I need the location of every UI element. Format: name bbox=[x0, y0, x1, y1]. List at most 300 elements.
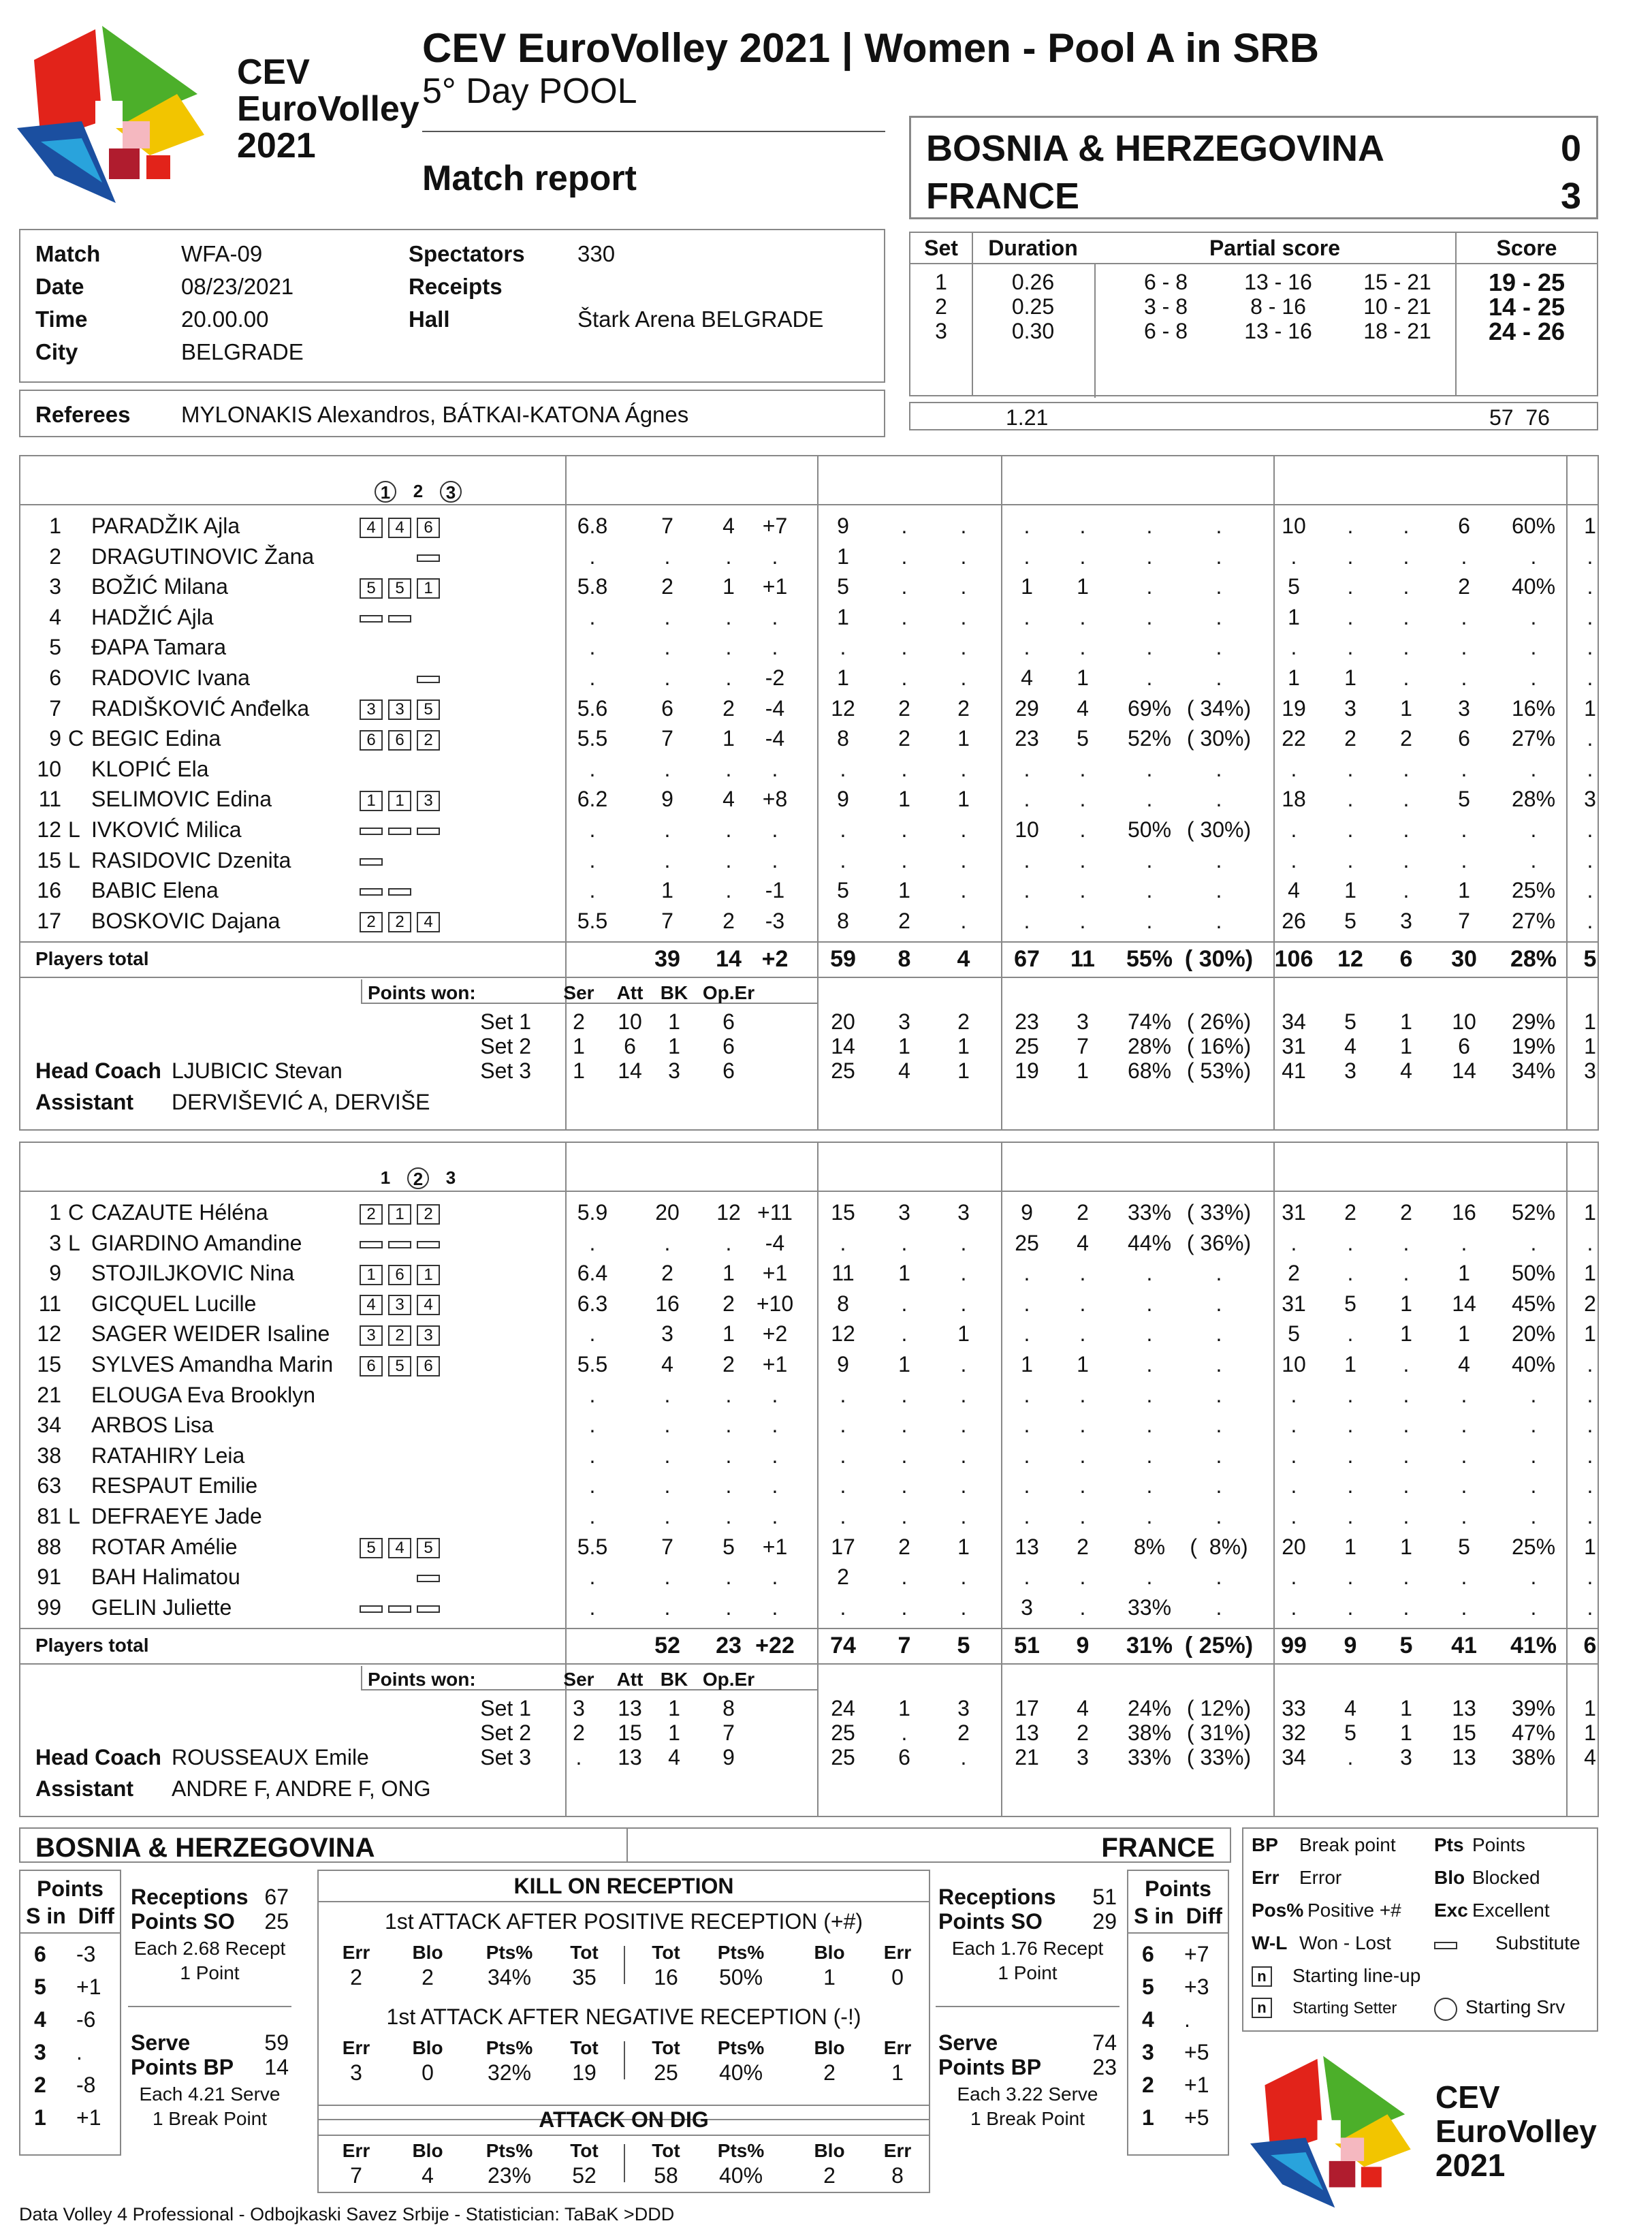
stat-rexc: . bbox=[1216, 665, 1222, 690]
stat-stot: . bbox=[840, 1413, 846, 1438]
legend-key: BP bbox=[1252, 1834, 1278, 1855]
kill-header: Err bbox=[342, 2037, 370, 2058]
player-name: KLOPIĆ Ela bbox=[91, 756, 209, 781]
stat-spts: . bbox=[960, 1352, 967, 1376]
diff-value: +1 bbox=[1184, 2073, 1209, 2097]
stat-vote: . bbox=[589, 635, 596, 660]
diff-value: -3 bbox=[76, 1942, 96, 1966]
stat-apts: 1 bbox=[1458, 878, 1470, 903]
dig-value: 58 bbox=[654, 2163, 678, 2188]
stat-apts: 2 bbox=[1458, 574, 1470, 599]
player-row bbox=[20, 571, 1598, 602]
set-row-stat: 33% bbox=[1127, 1745, 1172, 1770]
stat-tot: 7 bbox=[661, 908, 673, 933]
stat-rerr: 2 bbox=[1077, 1200, 1089, 1225]
stat-aerr: . bbox=[1347, 635, 1354, 660]
stat-atot: . bbox=[1290, 635, 1297, 660]
sets-box bbox=[909, 232, 1598, 396]
stat-aerr: 5 bbox=[1344, 908, 1356, 933]
stat-rerr: . bbox=[1079, 817, 1086, 842]
stat-atot: . bbox=[1290, 1473, 1297, 1498]
diff-set: 2 bbox=[1142, 2073, 1154, 2097]
hall-label: Hall bbox=[409, 306, 450, 332]
player-row bbox=[20, 1258, 1598, 1289]
set-cell: 0.30 bbox=[1011, 319, 1055, 343]
serve-point: 1 Break Point bbox=[970, 2108, 1085, 2129]
set-row-stat: 1 bbox=[1584, 1034, 1596, 1059]
set-row-stat: 1 bbox=[1400, 1034, 1412, 1059]
set-row-stat: 19% bbox=[1511, 1034, 1556, 1059]
set-row-stat: 13 bbox=[1452, 1745, 1476, 1770]
player-number: 5 bbox=[49, 635, 61, 660]
substitute-icon bbox=[388, 828, 411, 835]
rec-label: Points BP bbox=[131, 2055, 234, 2079]
total-ablo: 5 bbox=[1399, 1633, 1413, 1659]
set-row-pw: 1 bbox=[573, 1058, 585, 1084]
player-number: 11 bbox=[38, 1291, 61, 1316]
stat-rpos: . bbox=[1146, 604, 1153, 629]
points-won-header: Op.Er bbox=[702, 1669, 755, 1690]
stat-bk: . bbox=[1587, 665, 1593, 690]
set-row-stat: 38% bbox=[1511, 1745, 1556, 1770]
stat-stot: . bbox=[840, 1382, 846, 1407]
stat-wl: +1 bbox=[762, 1352, 788, 1376]
stat-aerr: . bbox=[1347, 1382, 1354, 1407]
stat-apct: . bbox=[1530, 1413, 1537, 1438]
player-number: 6 bbox=[49, 665, 61, 690]
stat-ablo: . bbox=[1403, 756, 1410, 781]
stat-bp: . bbox=[725, 544, 732, 569]
stat-bp: . bbox=[725, 756, 732, 781]
player-name: BEGIC Edina bbox=[91, 726, 221, 751]
stat-apct: 25% bbox=[1511, 878, 1556, 903]
starting-position: 3 bbox=[388, 1295, 411, 1315]
stat-rerr: . bbox=[1079, 1443, 1086, 1468]
set-cell: 3 bbox=[935, 319, 947, 343]
diff-set: 6 bbox=[1142, 1942, 1154, 1966]
stat-apct: . bbox=[1530, 1382, 1537, 1407]
stat-vote: 5.8 bbox=[577, 574, 608, 599]
set-row-stat: 3 bbox=[1400, 1745, 1412, 1770]
stat-tot: 9 bbox=[661, 787, 673, 812]
total-rexc: ( 25%) bbox=[1184, 1633, 1254, 1659]
kill-header: Blo bbox=[412, 2037, 443, 2058]
stat-atot: . bbox=[1290, 1564, 1297, 1590]
stat-vote: 5.5 bbox=[577, 908, 608, 933]
stat-apts: 5 bbox=[1458, 787, 1470, 812]
stat-bp: . bbox=[725, 1564, 732, 1590]
stat-aerr: . bbox=[1347, 1594, 1354, 1620]
stat-ablo: . bbox=[1403, 1564, 1410, 1590]
stat-rexc: . bbox=[1216, 514, 1222, 538]
stat-tot: 7 bbox=[661, 726, 673, 751]
player-row bbox=[20, 723, 1598, 754]
title-divider bbox=[422, 131, 885, 132]
stat-rerr: . bbox=[1079, 1504, 1086, 1528]
diff-value: . bbox=[1184, 2007, 1190, 2032]
total-wl: +2 bbox=[761, 946, 789, 973]
spectators-label: Spectators bbox=[409, 241, 525, 266]
stat-serr: 2 bbox=[898, 1534, 910, 1559]
stat-bk: 1 bbox=[1584, 1321, 1596, 1347]
stat-stot: 2 bbox=[837, 1564, 849, 1590]
player-row bbox=[20, 1532, 1598, 1562]
set-row-stat: 21 bbox=[1015, 1745, 1039, 1770]
stat-rtot: . bbox=[1023, 1564, 1030, 1590]
date-label: Date bbox=[35, 274, 84, 299]
set-row-stat: 1 bbox=[957, 1034, 970, 1059]
stat-rexc: ( 30%) bbox=[1186, 817, 1252, 842]
stat-vote: . bbox=[589, 1473, 596, 1498]
stat-bk: . bbox=[1587, 1564, 1593, 1590]
stat-tot: 4 bbox=[661, 1352, 673, 1376]
player-row bbox=[20, 602, 1598, 633]
stat-serr: . bbox=[901, 604, 908, 629]
player-role: C bbox=[68, 726, 84, 751]
rec-each: Each 2.68 Recept bbox=[133, 1938, 286, 1959]
kill-value: 2 bbox=[422, 1965, 434, 1989]
starting-position: 4 bbox=[417, 1295, 440, 1315]
player-sets bbox=[360, 1441, 445, 1470]
stat-aerr: 1 bbox=[1344, 665, 1356, 690]
stat-rpos: . bbox=[1146, 1564, 1153, 1590]
stat-serr: 3 bbox=[898, 1200, 910, 1225]
stat-bk: . bbox=[1587, 1594, 1593, 1620]
stat-serr: . bbox=[901, 1504, 908, 1528]
stat-rpos: . bbox=[1146, 1261, 1153, 1286]
stat-rpos: 33% bbox=[1127, 1200, 1172, 1225]
stat-serr: . bbox=[901, 1594, 908, 1620]
stat-atot: . bbox=[1290, 544, 1297, 569]
stat-rexc: ( 8%) bbox=[1190, 1534, 1248, 1559]
referees-label: Referees bbox=[35, 402, 131, 427]
player-sets bbox=[360, 1380, 445, 1410]
player-sets bbox=[360, 1470, 445, 1500]
stat-wl: . bbox=[772, 1443, 778, 1468]
stat-aerr: 5 bbox=[1344, 1291, 1356, 1316]
substitute-icon bbox=[417, 1241, 440, 1248]
stat-vote: 6.8 bbox=[577, 514, 608, 538]
stat-atot: 1 bbox=[1288, 604, 1300, 629]
legend-desc: Break point bbox=[1299, 1834, 1396, 1855]
stat-wl: -2 bbox=[765, 665, 785, 690]
set-row-stat: 24% bbox=[1127, 1696, 1172, 1721]
stat-stot: 12 bbox=[831, 1321, 855, 1347]
set-row-stat: 4 bbox=[1400, 1058, 1412, 1084]
stat-rexc: . bbox=[1216, 1352, 1222, 1376]
city-value: BELGRADE bbox=[181, 339, 304, 364]
set-row-label: Set 2 bbox=[480, 1034, 531, 1059]
player-row bbox=[20, 511, 1598, 541]
stat-rtot: . bbox=[1023, 1382, 1030, 1407]
stat-rexc: ( 36%) bbox=[1186, 1230, 1252, 1255]
stat-apts: 1 bbox=[1458, 1261, 1470, 1286]
stat-serr: . bbox=[901, 1291, 908, 1316]
total-wl: +22 bbox=[755, 1633, 795, 1659]
stat-rexc: . bbox=[1216, 787, 1222, 812]
stat-wl: . bbox=[772, 1473, 778, 1498]
stat-serr: . bbox=[901, 1443, 908, 1468]
right-points-label: Points bbox=[1145, 1876, 1211, 1901]
kill-value: 1 bbox=[891, 2060, 904, 2085]
stat-bp: . bbox=[725, 1594, 732, 1620]
diff-set: 5 bbox=[1142, 1975, 1154, 1999]
substitute-icon bbox=[388, 888, 411, 896]
stat-rtot: 3 bbox=[1021, 1594, 1033, 1620]
stat-stot: 1 bbox=[837, 544, 849, 569]
stat-rerr: . bbox=[1079, 1291, 1086, 1316]
stat-rpos: . bbox=[1146, 908, 1153, 933]
stat-vote: . bbox=[589, 1504, 596, 1528]
set-row-pw: 1 bbox=[668, 1009, 680, 1035]
stat-ablo: . bbox=[1403, 635, 1410, 660]
set-row-stat: 3 bbox=[1077, 1009, 1089, 1035]
match-info-box bbox=[19, 229, 885, 383]
player-name: DRAGUTINOVIC Žana bbox=[91, 544, 315, 569]
stat-rpos: . bbox=[1146, 544, 1153, 569]
player-name: IVKOVIĆ Milica bbox=[91, 817, 242, 842]
rec-label: Receptions bbox=[131, 1885, 249, 1909]
set-row-stat: 4 bbox=[898, 1058, 910, 1084]
starting-position: 5 bbox=[417, 699, 440, 720]
stat-rexc: . bbox=[1216, 1413, 1222, 1438]
set-row-pw: 1 bbox=[668, 1034, 680, 1059]
stat-bk: 1 bbox=[1584, 514, 1596, 538]
set-number: 1 bbox=[375, 481, 396, 503]
stat-aerr: . bbox=[1347, 574, 1354, 599]
stat-ablo: 2 bbox=[1400, 726, 1412, 751]
legend-key: Blo bbox=[1434, 1867, 1465, 1888]
starting-position: 1 bbox=[360, 1265, 383, 1285]
player-row bbox=[20, 1349, 1598, 1380]
rec-label: Serve bbox=[938, 2030, 998, 2055]
starting-icon: n bbox=[1252, 1998, 1272, 2018]
stat-vote: . bbox=[589, 1321, 596, 1347]
stat-atot: 31 bbox=[1282, 1200, 1306, 1225]
stat-bp: . bbox=[725, 1382, 732, 1407]
dig-value: 4 bbox=[422, 2163, 434, 2188]
stat-bp: . bbox=[725, 847, 732, 872]
set-row-stat: 4 bbox=[1077, 1696, 1089, 1721]
stat-stot: . bbox=[840, 1473, 846, 1498]
player-sets bbox=[360, 875, 445, 905]
set-cell: 13 - 16 bbox=[1244, 270, 1312, 294]
stat-rtot: 23 bbox=[1015, 726, 1039, 751]
substitute-icon bbox=[360, 828, 383, 835]
stat-rexc: . bbox=[1216, 1564, 1222, 1590]
set-row-stat: 41 bbox=[1282, 1058, 1306, 1084]
stat-serr: . bbox=[901, 514, 908, 538]
stat-aerr: . bbox=[1347, 514, 1354, 538]
set-row-stat: 3 bbox=[1077, 1745, 1089, 1770]
stat-bp: . bbox=[725, 1413, 732, 1438]
stat-bp: . bbox=[725, 665, 732, 690]
stat-vote: . bbox=[589, 1230, 596, 1255]
stat-rerr: 1 bbox=[1077, 665, 1089, 690]
set-row-stat: 15 bbox=[1452, 1720, 1476, 1746]
starting-position: 2 bbox=[388, 1325, 411, 1346]
bottom-team1-name: BOSNIA & HERZEGOVINA bbox=[35, 1833, 375, 1863]
substitute-icon bbox=[360, 1605, 383, 1613]
stat-stot: . bbox=[840, 756, 846, 781]
set-row-stat: 14 bbox=[1452, 1058, 1476, 1084]
stat-stot: . bbox=[840, 817, 846, 842]
stat-spts: 1 bbox=[957, 726, 970, 751]
set-row-stat: 23 bbox=[1015, 1009, 1039, 1035]
set-row-label: Set 2 bbox=[480, 1720, 531, 1746]
set-row-stat: 17 bbox=[1015, 1696, 1039, 1721]
stat-ablo: . bbox=[1403, 1261, 1410, 1286]
set-row-stat: 33 bbox=[1282, 1696, 1306, 1721]
stat-aerr: . bbox=[1347, 1261, 1354, 1286]
kill-value: 0 bbox=[422, 2060, 434, 2085]
total-bp: 23 bbox=[716, 1633, 742, 1659]
player-row bbox=[20, 632, 1598, 663]
set-row-stat: 34 bbox=[1282, 1009, 1306, 1035]
dig-header: Tot bbox=[652, 2140, 680, 2161]
player-number: 15 bbox=[37, 1352, 61, 1376]
stat-ablo: . bbox=[1403, 1352, 1410, 1376]
player-number: 3 bbox=[49, 574, 61, 599]
player-number: 1 bbox=[49, 514, 61, 538]
starting-position: 5 bbox=[388, 578, 411, 599]
stat-ablo: . bbox=[1403, 1594, 1410, 1620]
stat-ablo: 1 bbox=[1400, 1321, 1412, 1347]
player-name: RESPAUT Emilie bbox=[91, 1473, 258, 1498]
total-apts: 41 bbox=[1451, 1633, 1477, 1659]
set-cell: 10 - 21 bbox=[1363, 294, 1431, 319]
stat-tot: 1 bbox=[661, 878, 673, 903]
diff-set: 4 bbox=[1142, 2007, 1154, 2032]
rec-label: Serve bbox=[131, 2030, 191, 2055]
player-name: ROTAR Amélie bbox=[91, 1534, 238, 1559]
stat-rerr: . bbox=[1079, 604, 1086, 629]
stat-stot: 1 bbox=[837, 604, 849, 629]
kill-value: 19 bbox=[572, 2060, 597, 2085]
stat-wl: . bbox=[772, 604, 778, 629]
kill-header: Tot bbox=[652, 2037, 680, 2058]
starting-position: 2 bbox=[417, 730, 440, 751]
score-team1: BOSNIA & HERZEGOVINA bbox=[926, 128, 1385, 169]
stat-apts: . bbox=[1461, 1443, 1467, 1468]
kill-value: 0 bbox=[891, 1965, 904, 1989]
player-name: SYLVES Amandha Marin bbox=[91, 1352, 334, 1376]
set-number: 1 bbox=[380, 1167, 391, 1188]
stat-bp: . bbox=[725, 1504, 732, 1528]
stat-rtot: . bbox=[1023, 1504, 1030, 1528]
set-row-stat: 39% bbox=[1511, 1696, 1556, 1721]
stat-apct: 27% bbox=[1511, 726, 1556, 751]
diff-set: 3 bbox=[34, 2040, 46, 2064]
stat-rpos: . bbox=[1146, 1473, 1153, 1498]
set-row-pw: 3 bbox=[573, 1696, 585, 1721]
sets-header-duration: Duration bbox=[988, 236, 1078, 260]
stat-rtot: . bbox=[1023, 604, 1030, 629]
player-number: 1 bbox=[49, 1200, 61, 1225]
stat-rpos: . bbox=[1146, 847, 1153, 872]
stat-spts: . bbox=[960, 908, 967, 933]
bottom-team2-name: FRANCE bbox=[1101, 1833, 1215, 1863]
stat-apts: . bbox=[1461, 1413, 1467, 1438]
stat-rpos: . bbox=[1146, 756, 1153, 781]
stat-apts: . bbox=[1461, 635, 1467, 660]
stat-aerr: . bbox=[1347, 1443, 1354, 1468]
stat-spts: . bbox=[960, 1443, 967, 1468]
substitute-icon bbox=[417, 676, 440, 683]
set-row-pw: 2 bbox=[573, 1720, 585, 1746]
stat-rerr: 4 bbox=[1077, 695, 1089, 721]
logo-text-3: 2021 bbox=[237, 126, 316, 166]
starting-position: 5 bbox=[388, 1356, 411, 1376]
stat-atot: . bbox=[1290, 1504, 1297, 1528]
stat-rexc: . bbox=[1216, 635, 1222, 660]
stat-rpos: . bbox=[1146, 787, 1153, 812]
stat-vote: 5.6 bbox=[577, 695, 608, 721]
referees-box bbox=[19, 390, 885, 437]
stat-aerr: 1 bbox=[1344, 1534, 1356, 1559]
player-name: SAGER WEIDER Isaline bbox=[91, 1321, 330, 1347]
stat-spts: . bbox=[960, 847, 967, 872]
stat-rexc: ( 33%) bbox=[1186, 1200, 1252, 1225]
stat-spts: . bbox=[960, 514, 967, 538]
stat-spts: 3 bbox=[957, 1200, 970, 1225]
sets-header-score: Score bbox=[1496, 236, 1557, 260]
stat-vote: 5.5 bbox=[577, 726, 608, 751]
player-sets bbox=[360, 906, 445, 936]
stat-spts: . bbox=[960, 1473, 967, 1498]
stat-vote: . bbox=[589, 1564, 596, 1590]
stat-atot: . bbox=[1290, 1594, 1297, 1620]
stat-bk: . bbox=[1587, 1443, 1593, 1468]
logo-text-2: EuroVolley bbox=[237, 89, 419, 129]
stat-rexc: . bbox=[1216, 908, 1222, 933]
set-cell: 6 - 8 bbox=[1143, 319, 1188, 343]
total-spts: 5 bbox=[957, 1633, 970, 1659]
total-rpos: 31% bbox=[1126, 1633, 1173, 1659]
player-row bbox=[20, 1319, 1598, 1349]
stat-rpos: . bbox=[1146, 878, 1153, 903]
starting-position: 4 bbox=[388, 518, 411, 538]
stat-tot: 2 bbox=[661, 574, 673, 599]
serve-each: Each 3.22 Serve bbox=[957, 2083, 1098, 2105]
substitute-icon bbox=[417, 1605, 440, 1613]
diff-value: +1 bbox=[76, 1975, 101, 1999]
date-value: 08/23/2021 bbox=[181, 274, 294, 299]
stat-bp: . bbox=[725, 878, 732, 903]
stat-apct: . bbox=[1530, 1504, 1537, 1528]
total-label: Players total bbox=[35, 1635, 149, 1656]
player-row bbox=[20, 754, 1598, 785]
players-total-row bbox=[20, 944, 1598, 975]
player-sets bbox=[360, 1197, 445, 1227]
player-number: 4 bbox=[49, 604, 61, 629]
stat-serr: . bbox=[901, 1230, 908, 1255]
stat-serr: . bbox=[901, 817, 908, 842]
rec-point: 1 Point bbox=[180, 1962, 240, 1983]
rec-label: Points SO bbox=[938, 1909, 1043, 1934]
kill-title: KILL ON RECEPTION bbox=[513, 1874, 734, 1898]
stat-wl: +10 bbox=[756, 1291, 794, 1316]
set-row-stat: 28% bbox=[1127, 1034, 1172, 1059]
player-name: GIARDINO Amandine bbox=[91, 1230, 302, 1255]
referees-value: MYLONAKIS Alexandros, BÁTKAI-KATONA Ágnes bbox=[181, 402, 689, 427]
player-number: 9 bbox=[49, 1261, 61, 1286]
bottom-logo-text-3: 2021 bbox=[1435, 2148, 1506, 2183]
stat-spts: . bbox=[960, 1564, 967, 1590]
stat-atot: . bbox=[1290, 1413, 1297, 1438]
stat-rexc: . bbox=[1216, 604, 1222, 629]
kill-header: Blo bbox=[814, 1942, 845, 1963]
